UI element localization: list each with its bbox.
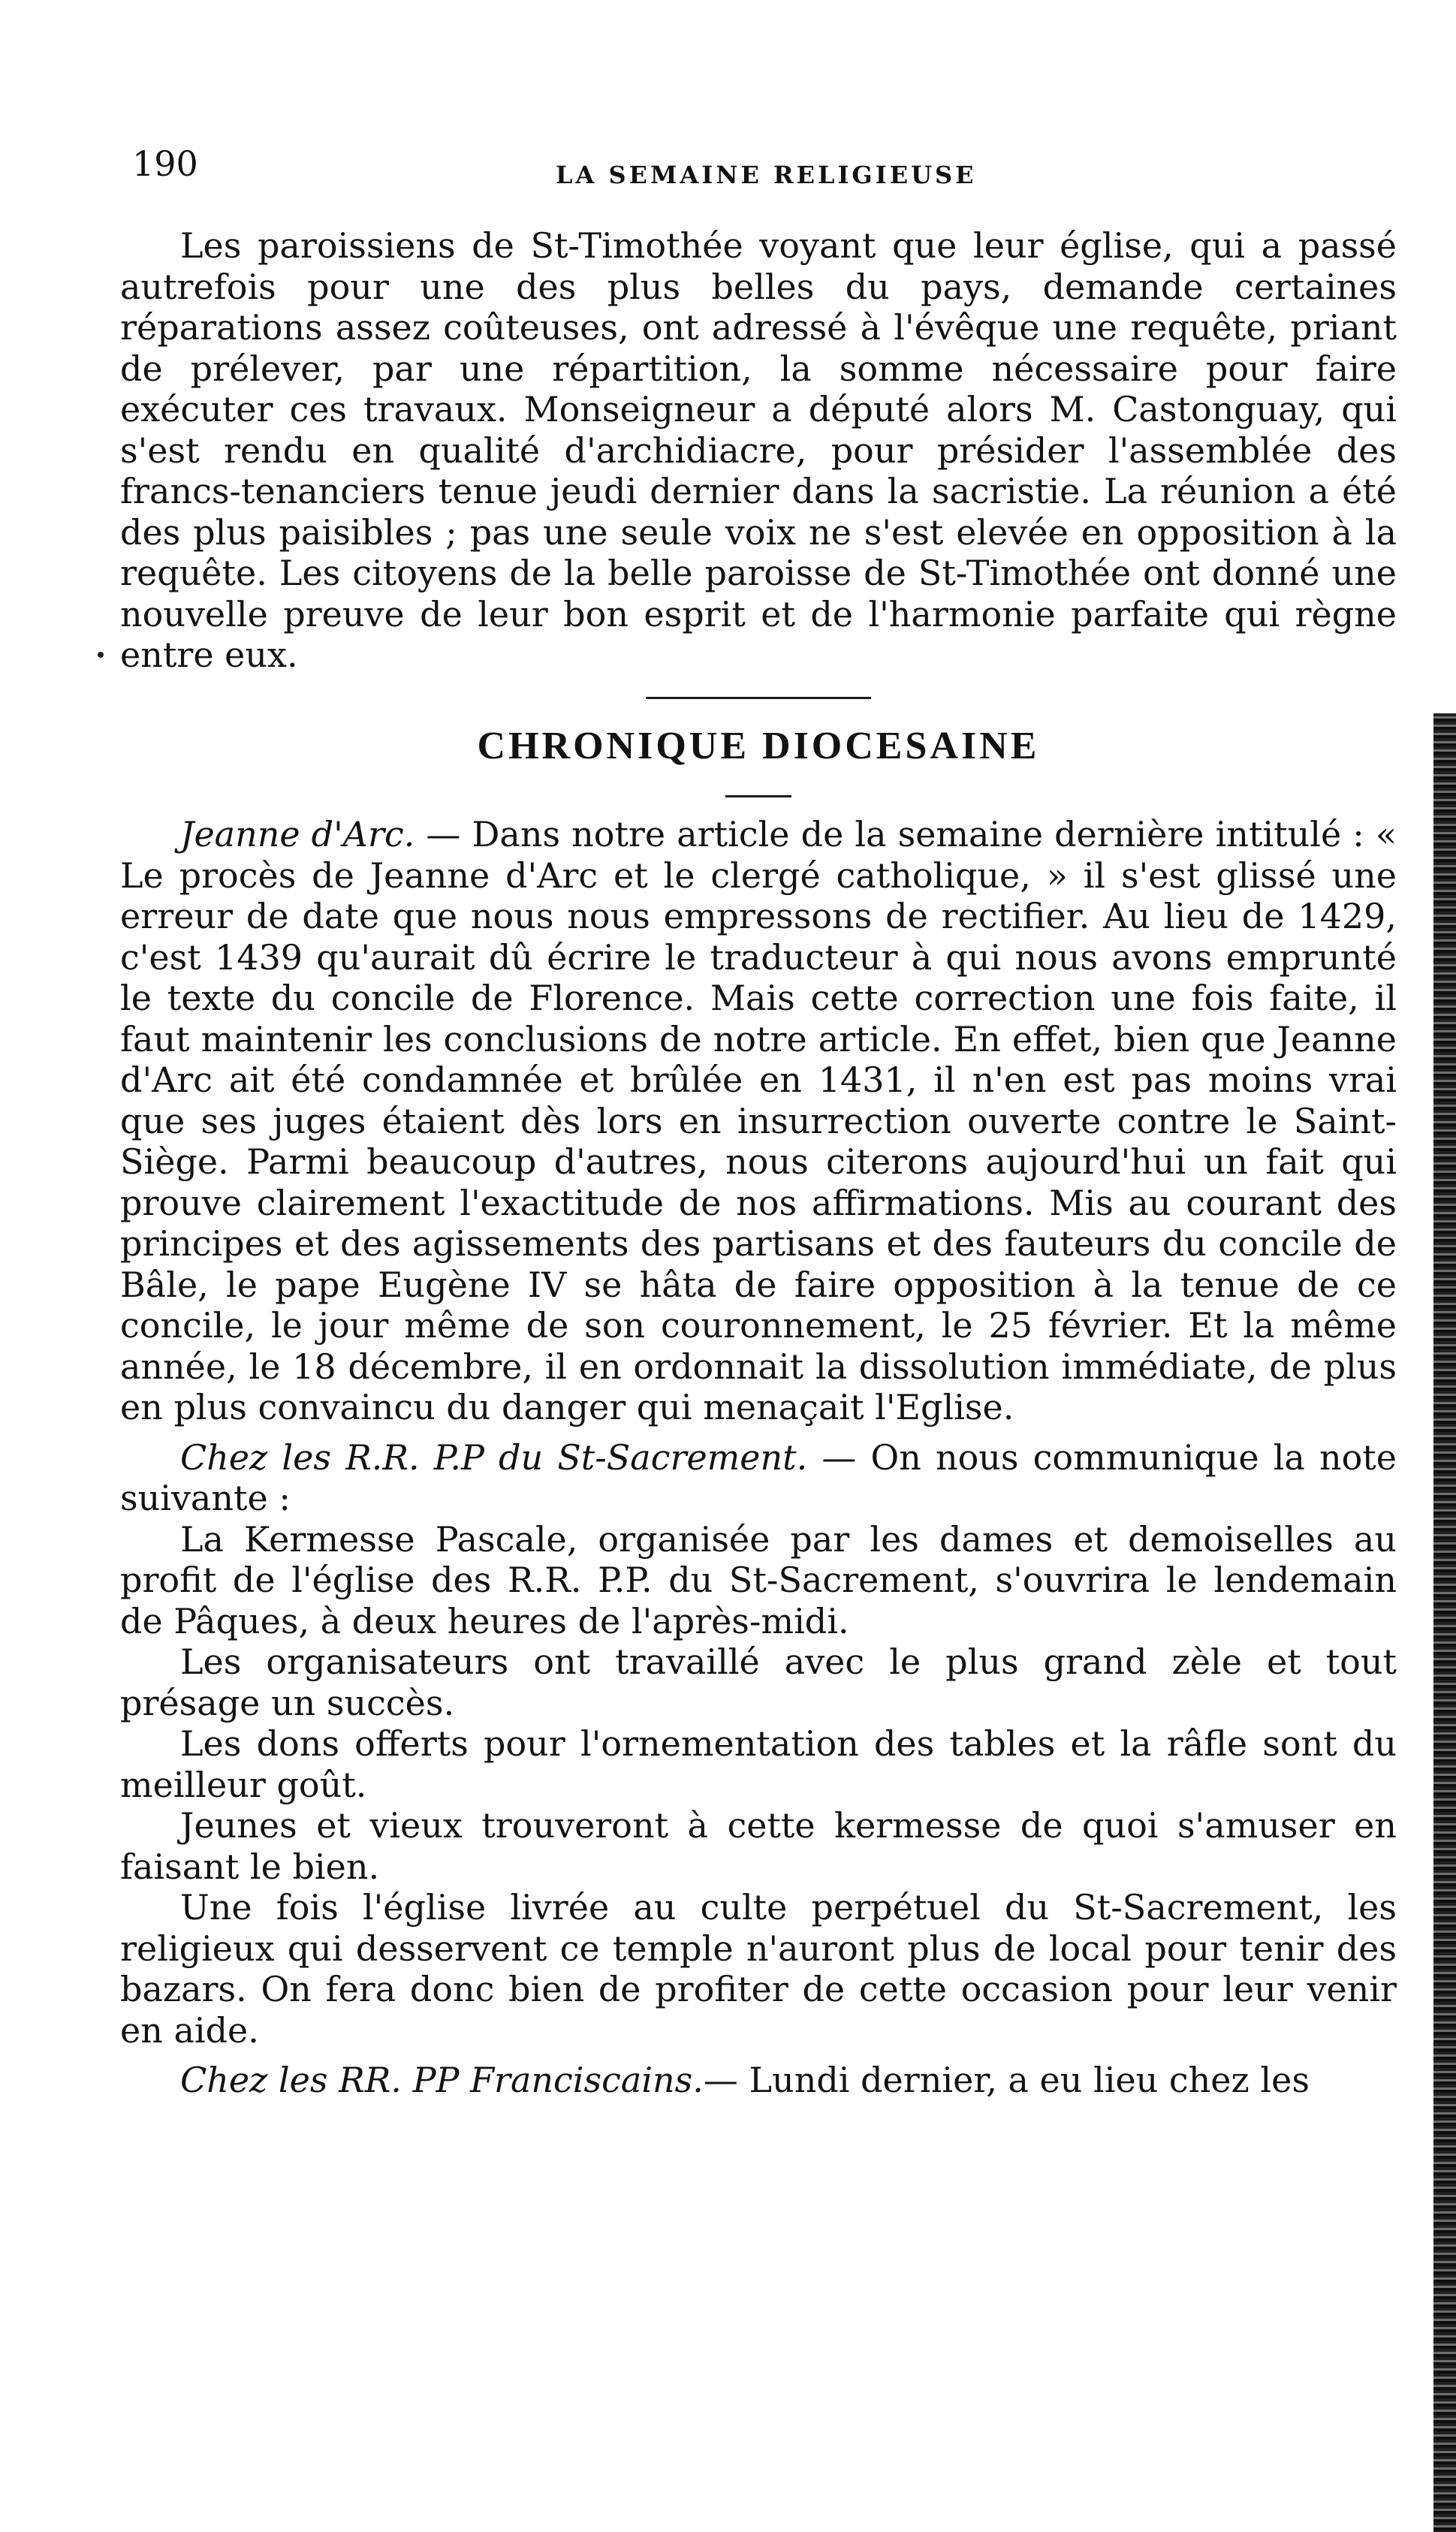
st-sacrement-lead: Chez les R.R. P.P du St-Sacrement.: [180, 1436, 808, 1478]
article-body: [120, 225, 1397, 2101]
page-header: [132, 143, 1394, 203]
franciscains-text: — Lundi dernier, a eu lieu chez les: [703, 2060, 1310, 2100]
jeanne-darc-text: — Dans notre article de la semaine dernière intitulé : « Le procès de Jeanne d'Arc et le clergé catholique, » il s'est glissé une erreur de date que nous nous empressons de rectifier. Au lieu de 1429, c'est 1439 qu'aurait dû écrire le traducteur à qui nous avons emprunté le texte du concile de Florence. Mais cette correction une fois faite, il faut maintenir les conclusions de notre article. En effet, bien que Jeanne d'Arc ait été condamnée et brûlée en 1431, il n'en est pas moins vrai que ses juges étaient dès lors en insurrection ouverte contre le Saint-Siège. Parmi beaucoup d'autres, nous citerons aujourd'hui un fait qui prouve clairement l'exactitude de nos affirmations. Mis au courant des principes et des agissements des partisans et des fauteurs du concile de Bâle, le pape Eugène IV se hâta de faire opposition à la tenue de ce concile, le jour même de son couronnement, le 25 février. Et la même année, le 18 décembre, il en ordonnait la dissolution immédiate, de plus en plus convaincu du danger qui menaçait l'Eglise.: [120, 814, 1397, 1427]
page-number: 190: [132, 143, 198, 184]
jeanne-darc-lead: Jeanne d'Arc.: [180, 814, 415, 855]
eglise-paragraph: Une fois l'église livrée au culte perpétuel du St-Sacrement, les religieux qui desservent ce temple n'auront plus de local pour tenir des bazars. On fera donc bien de profiter de cette occasion pour leur venir en aide.: [120, 1887, 1397, 2051]
st-sacrement-intro: [120, 1437, 1397, 1519]
section-title: CHRONIQUE DIOCESAINE: [477, 724, 1040, 767]
st-sacrement-text: — On nous communique la note suivante :: [120, 1436, 1397, 1518]
organisateurs-paragraph: Les organisateurs ont travaillé avec le plus grand zèle et tout présage un succès.: [120, 1641, 1397, 1723]
dons-paragraph: Les dons offerts pour l'ornementation des tables et la râfle sont du meilleur goût.: [120, 1723, 1397, 1805]
divider-bottom: [725, 795, 791, 797]
intro-paragraph: Les paroissiens de St-Timothée voyant que leur église, qui a passé autrefois pour une des plus belles du pays, demande certaines réparations assez coûteuses, ont adressé à l'évêque une requête, priant de prélever, par une répartition, la somme nécessaire pour faire exécuter ces travaux. Monseigneur a député alors M. Castonguay, qui s'est rendu en qualité d'archidiacre, pour présider l'assemblée des francs-tenanciers tenue jeudi dernier dans la sacristie. La réunion a été des plus paisibles ; pas une seule voix ne s'est elevée en opposition à la requête. Les citoyens de la belle paroisse de St-Timothée ont donné une nouvelle preuve de leur bon esprit et de l'harmonie parfaite qui règne entre eux.: [120, 225, 1397, 675]
ink-speck: [98, 652, 104, 658]
jeanne-darc-paragraph: [120, 814, 1397, 1428]
kermesse-paragraph: La Kermesse Pascale, organisée par les dames et demoiselles au profit de l'église des R.R. P.P. du St-Sacrement, s'ouvrira le lendemain de Pâques, à deux heures de l'après-midi.: [120, 1518, 1397, 1641]
jeunes-paragraph: Jeunes et vieux trouveront à cette kermesse de quoi s'amuser en faisant le bien.: [120, 1805, 1397, 1887]
divider-top: [646, 697, 871, 699]
running-title: LA SEMAINE RELIGIEUSE: [556, 161, 977, 189]
franciscains-paragraph: [120, 2060, 1397, 2101]
page-edge-shadow: [1433, 713, 1456, 2532]
franciscains-lead: Chez les RR. PP Franciscains.: [180, 2060, 704, 2100]
